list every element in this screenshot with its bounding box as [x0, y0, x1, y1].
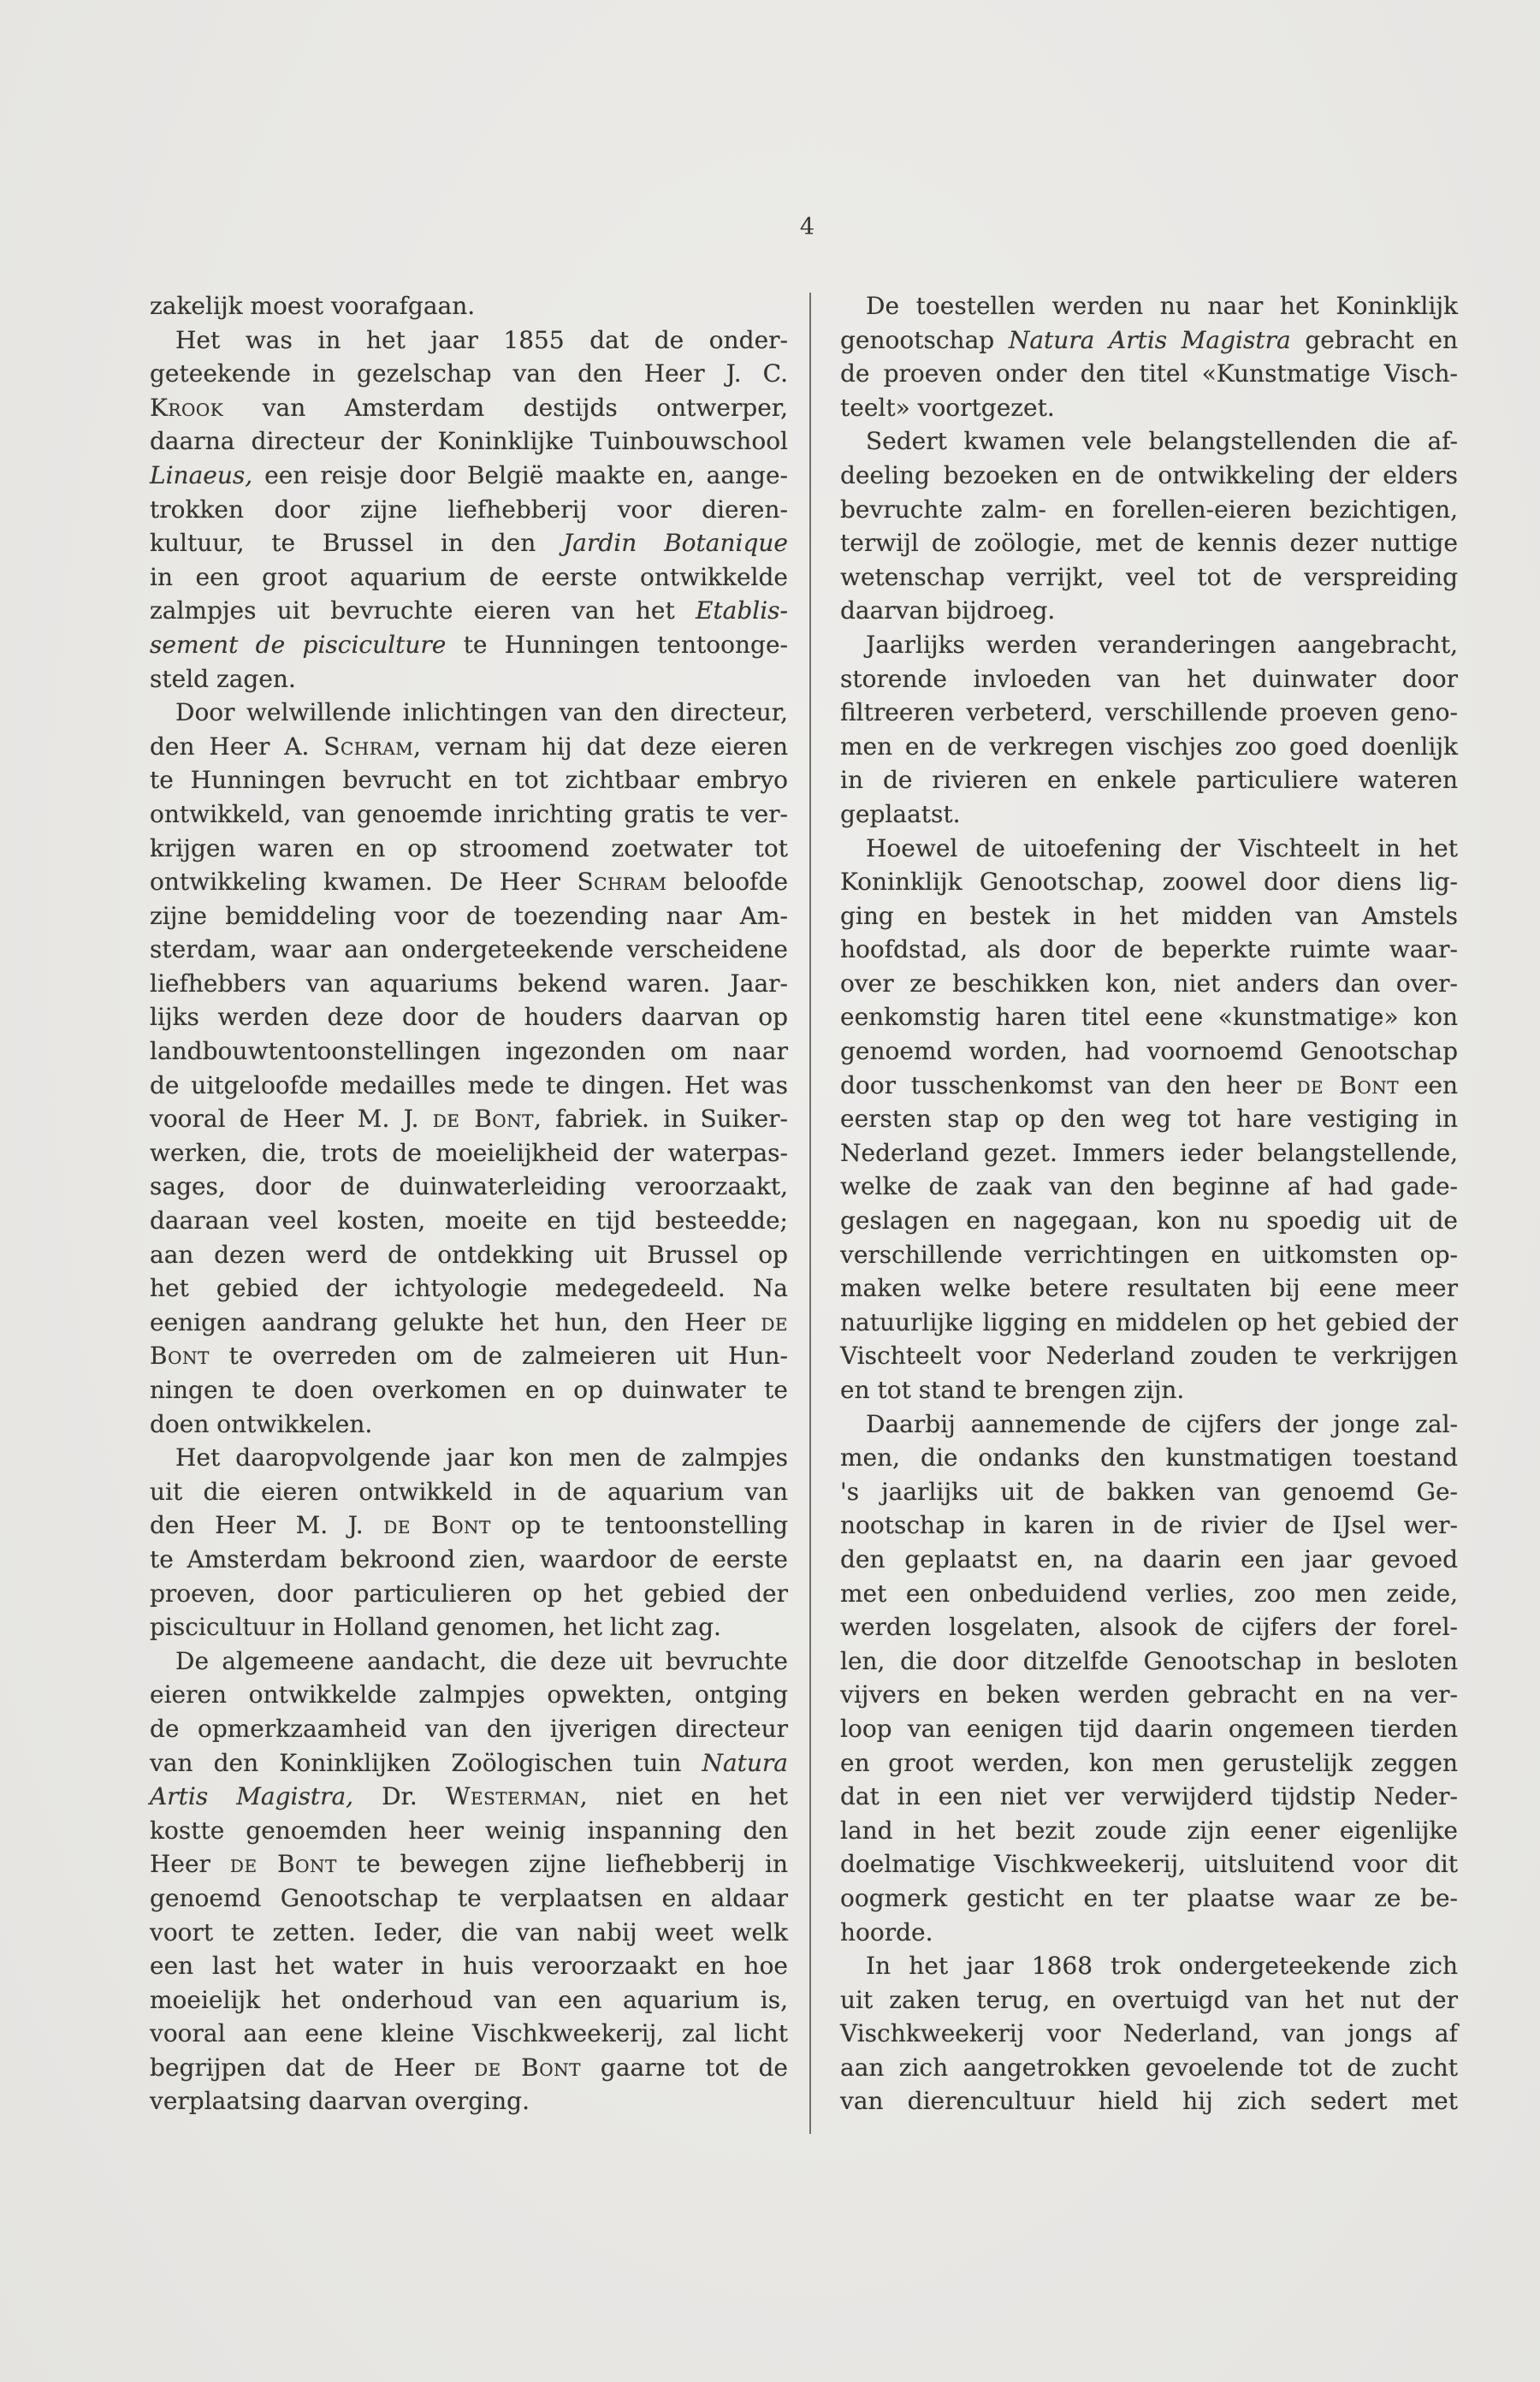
- body-text: te Amsterdam bekroond zien, waardoor de eerste: [150, 1544, 788, 1573]
- body-text: ontwikkeling kwamen. De Heer: [150, 868, 578, 897]
- text-line: [840, 560, 1458, 595]
- smallcaps-name: de Bont: [383, 1511, 491, 1540]
- body-text: , niet en het: [579, 1782, 788, 1811]
- text-line: [150, 1577, 788, 1611]
- text-line: [840, 933, 1458, 967]
- body-text: de proeven onder den titel «Kunstmatige Visch-: [840, 359, 1458, 388]
- text-line: [150, 1238, 788, 1272]
- text-line: [150, 1678, 788, 1712]
- body-text: Het daaropvolgende jaar kon men de zalmpjes: [175, 1443, 788, 1472]
- text-line: [840, 594, 1458, 628]
- body-text: ningen te doen overkomen en op duinwater te: [150, 1376, 788, 1404]
- smallcaps-name: Schram: [323, 732, 414, 761]
- smallcaps-name: de Bont: [229, 1850, 337, 1879]
- text-line: [840, 662, 1458, 696]
- body-text: storende invloeden van het duinwater door: [840, 664, 1458, 693]
- body-text: men en de verkregen vischjes zoo goed doenlijk: [840, 732, 1458, 761]
- text-line: [150, 1373, 788, 1407]
- text-line: [150, 1000, 788, 1034]
- body-text: Het was in het jaar 1855 dat de onder-: [175, 325, 788, 354]
- text-line: [840, 1271, 1458, 1306]
- column-divider: [809, 293, 811, 2134]
- body-text: een reisje door België maakte en, aange-: [252, 460, 788, 489]
- text-line: [840, 493, 1458, 527]
- body-text: land in het bezit zoude zijn eener eigenlijke: [840, 1816, 1458, 1845]
- body-text: aan zich aangetrokken gevoelende tot de zucht: [840, 2053, 1458, 2082]
- body-text: steld zagen.: [150, 664, 296, 693]
- text-line: [150, 357, 788, 391]
- text-line: [150, 1814, 788, 1848]
- body-text: Sedert kwamen vele belangstellenden die af-: [866, 427, 1458, 456]
- body-text: het gebied der ichtyologie medegedeeld. Na: [150, 1274, 788, 1303]
- body-text: vooral de Heer M. J.: [150, 1105, 433, 1134]
- body-text: aan dezen werd de ontdekking uit Brussel op: [150, 1240, 788, 1269]
- body-text: loop van eenigen tijd daarin ongemeen tierden: [840, 1714, 1458, 1743]
- body-text: beloofde: [666, 868, 789, 897]
- body-text: genootschap: [840, 325, 1009, 354]
- text-line: [840, 1034, 1458, 1069]
- text-line: [150, 1508, 788, 1543]
- body-text: De algemeene aandacht, die deze uit bevruchte: [175, 1646, 788, 1675]
- text-line: [150, 797, 788, 832]
- text-line: [840, 832, 1458, 866]
- body-text: dat in een niet ver verwijderd tijdstip Neder-: [840, 1782, 1458, 1811]
- text-line: [840, 2017, 1458, 2051]
- text-line: [840, 797, 1458, 832]
- text-line: [150, 1644, 788, 1679]
- text-line: [840, 1644, 1458, 1679]
- body-text: kostte genoemden heer weinig inspanning den: [150, 1816, 788, 1845]
- body-text: uit die eieren ontwikkeld in de aquarium van: [150, 1477, 788, 1506]
- text-line: [840, 357, 1458, 391]
- body-text: sages, door de duinwaterleiding veroorzaakt,: [150, 1172, 788, 1201]
- text-line: [150, 1204, 788, 1238]
- body-text: te Hunningen bevrucht en tot zichtbaar embryo: [150, 766, 788, 795]
- text-line: [150, 1034, 788, 1069]
- text-line: [840, 763, 1458, 797]
- body-text: door tusschenkomst van den heer: [840, 1070, 1297, 1099]
- text-line: [840, 323, 1458, 358]
- text-line: [150, 730, 788, 764]
- body-text: doelmatige Vischkweekerij, uitsluitend voor dit: [840, 1850, 1458, 1879]
- body-text: van den Koninklijken Zoölogischen tuin: [150, 1748, 702, 1777]
- body-text: trokken door zijne liefhebberij voor dieren-: [150, 495, 788, 524]
- body-text: over ze beschikken kon, niet anders dan over-: [840, 969, 1458, 998]
- smallcaps-name: Bont: [150, 1342, 210, 1371]
- text-line: [150, 2084, 788, 2118]
- text-line: [840, 1881, 1458, 1916]
- text-line: [150, 1475, 788, 1509]
- text-line: [840, 1983, 1458, 2018]
- body-text: Hoewel de uitoefening der Vischteelt in het: [866, 833, 1458, 862]
- body-text: liefhebbers van aquariums bekend waren. Jaar-: [150, 969, 788, 998]
- body-text: van dierencultuur hield hij zich sedert met: [840, 2087, 1458, 2116]
- body-text: Daarbij aannemende de cijfers der jonge zal-: [866, 1409, 1458, 1438]
- body-text: Vischkweekerij voor Nederland, van jongs af: [840, 2019, 1458, 2048]
- body-text: len, die door ditzelfde Genootschap in besloten: [840, 1646, 1458, 1675]
- body-text: van Amsterdam destijds ontwerper,: [223, 393, 788, 422]
- body-text: teelt» voortgezet.: [840, 393, 1055, 422]
- body-text: genoemd Genootschap te verplaatsen en aldaar: [150, 1883, 788, 1912]
- body-text: proeven, door particulieren op het gebied der: [150, 1579, 788, 1608]
- italic-text: Natura: [702, 1748, 788, 1777]
- text-line: [150, 1306, 788, 1340]
- text-line: [840, 1508, 1458, 1543]
- text-line: [840, 730, 1458, 764]
- body-text: doen ontwikkelen.: [150, 1409, 373, 1438]
- body-text: terwijl de zoölogie, met de kennis dezer nuttige: [840, 529, 1458, 558]
- text-line: [150, 1847, 788, 1881]
- text-line: [840, 1373, 1458, 1407]
- text-line: [840, 1000, 1458, 1034]
- body-text: den geplaatst en, na daarin een jaar gevoed: [840, 1544, 1458, 1573]
- body-text: te Hunningen tentoonge-: [446, 630, 788, 659]
- body-text: kultuur, te Brussel in den: [150, 529, 564, 558]
- body-text: begrijpen dat de Heer: [150, 2053, 475, 2082]
- body-text: , vernam hij dat deze eieren: [413, 732, 788, 761]
- body-text: landbouwtentoonstellingen ingezonden om naar: [150, 1037, 788, 1066]
- text-line: [840, 1814, 1458, 1848]
- body-text: maken welke betere resultaten bij eene meer: [840, 1274, 1458, 1303]
- text-line: [150, 1780, 788, 1814]
- body-text: met een onbeduidend verlies, zoo men zeide,: [840, 1579, 1458, 1608]
- text-line: [150, 1069, 788, 1103]
- smallcaps-name: Schram: [577, 868, 667, 897]
- body-text: oogmerk gesticht en ter plaatse waar ze be-: [840, 1883, 1458, 1912]
- text-line: [840, 1238, 1458, 1272]
- text-line: [840, 696, 1458, 730]
- body-text: in de rivieren en enkele particuliere wateren: [840, 766, 1458, 795]
- text-line: [840, 1543, 1458, 1577]
- body-text: eersten stap op den weg tot hare vestiging in: [840, 1105, 1458, 1134]
- text-line: [840, 1577, 1458, 1611]
- text-line: [150, 1441, 788, 1475]
- text-line: [150, 493, 788, 527]
- text-line: [840, 1712, 1458, 1746]
- text-line: [150, 289, 788, 323]
- text-line: [150, 1170, 788, 1204]
- body-text: den Heer A.: [150, 732, 324, 761]
- text-line: [150, 1407, 788, 1442]
- text-line: [840, 1306, 1458, 1340]
- text-line: [150, 560, 788, 595]
- text-line: [840, 289, 1458, 323]
- body-text: daarvan bijdroeg.: [840, 596, 1056, 625]
- text-line: [150, 2017, 788, 2051]
- body-text: in een groot aquarium de eerste ontwikkelde: [150, 562, 788, 591]
- text-line: [840, 1170, 1458, 1204]
- body-text: werden losgelaten, alsook de cijfers der forel-: [840, 1613, 1458, 1642]
- text-line: [150, 594, 788, 628]
- body-text: De toestellen werden nu naar het Koninklijk: [866, 292, 1458, 320]
- smallcaps-name: de Bont: [1296, 1070, 1400, 1099]
- body-text: de uitgeloofde medailles mede te dingen. Het was: [150, 1070, 788, 1099]
- text-line: [840, 899, 1458, 933]
- text-line: [150, 1712, 788, 1746]
- text-line: [840, 1204, 1458, 1238]
- body-text: daaraan veel kosten, moeite en tijd besteedde;: [150, 1206, 788, 1235]
- text-line: [150, 865, 788, 899]
- body-text: daarna directeur der Koninklijke Tuinbouwschool: [150, 427, 788, 456]
- body-text: uit zaken terug, en overtuigd van het nut der: [840, 1985, 1458, 2014]
- body-text: wetenschap verrijkt, veel tot de verspreiding: [840, 562, 1458, 591]
- body-text: natuurlijke ligging en middelen op het gebied der: [840, 1307, 1458, 1336]
- body-text: gaarne tot de: [580, 2053, 788, 2082]
- body-text: Heer: [150, 1850, 230, 1879]
- text-line: [150, 391, 788, 425]
- italic-text: Etablis-: [695, 596, 788, 625]
- body-text: voort te zetten. Ieder, die van nabij weet welk: [150, 1917, 788, 1946]
- text-line: [150, 323, 788, 358]
- text-line: [150, 1610, 788, 1644]
- text-line: [150, 832, 788, 866]
- text-line: [840, 1610, 1458, 1644]
- text-line: [150, 933, 788, 967]
- body-text: eieren ontwikkelde zalmpjes opwekten, ontging: [150, 1680, 788, 1709]
- body-text: vijvers en beken werden gebracht en na ver-: [840, 1680, 1458, 1709]
- body-text: op te tentoonstelling: [490, 1511, 788, 1540]
- body-text: hoorde.: [840, 1917, 933, 1946]
- body-text: zalmpjes uit bevruchte eieren van het: [150, 596, 696, 625]
- body-text: eenkomstig haren titel eene «kunstmatige» kon: [840, 1003, 1458, 1032]
- text-line: [150, 2051, 788, 2085]
- text-line: [840, 2051, 1458, 2085]
- text-line: [840, 1441, 1458, 1475]
- body-text: sterdam, waar aan ondergeteekende verscheidene: [150, 935, 788, 964]
- body-text: eenigen aandrang gelukte het hun, den Heer: [150, 1307, 761, 1336]
- body-text: Jaarlijks werden veranderingen aangebracht,: [866, 630, 1458, 659]
- text-line: [840, 865, 1458, 899]
- text-line: [150, 696, 788, 730]
- body-text: een last het water in huis veroorzaakt en hoe: [150, 1952, 788, 1981]
- text-line: [150, 899, 788, 933]
- body-text: te bewegen zijne liefhebberij in: [336, 1850, 788, 1879]
- body-text: nootschap in karen in de rivier de IJsel wer-: [840, 1511, 1458, 1540]
- body-text: krijgen waren en op stroomend zoetwater tot: [150, 833, 788, 862]
- smallcaps-name: Westerman: [445, 1782, 580, 1811]
- body-text: ontwikkeld, van genoemde inrichting gratis te ver-: [150, 799, 788, 828]
- text-line: [150, 1102, 788, 1136]
- text-line: [150, 1983, 788, 2018]
- body-text: In het jaar 1868 trok ondergeteekende zich: [866, 1952, 1458, 1981]
- text-line: [150, 967, 788, 1001]
- body-text: hoofdstad, als door de beperkte ruimte waar-: [840, 935, 1458, 964]
- body-text: deeling bezoeken en de ontwikkeling der elders: [840, 460, 1458, 489]
- page-number: 4: [799, 214, 816, 240]
- body-text: de opmerkzaamheid van den ijverigen directeur: [150, 1714, 788, 1743]
- body-text: genoemd worden, had voornoemd Genootschap: [840, 1037, 1458, 1066]
- body-text: zakelijk moest voorafgaan.: [150, 292, 476, 320]
- text-line: [150, 1271, 788, 1306]
- text-line: [840, 1102, 1458, 1136]
- body-text: een: [1399, 1070, 1458, 1099]
- smallcaps-name: de Bont: [432, 1105, 535, 1134]
- text-line: [150, 424, 788, 459]
- text-line: [840, 459, 1458, 493]
- body-text: Vischteelt voor Nederland zouden te verkrijgen: [840, 1342, 1458, 1371]
- text-line: [840, 1949, 1458, 1983]
- body-text: den Heer M. J.: [150, 1511, 384, 1540]
- text-line: [150, 1339, 788, 1373]
- text-line: [840, 1746, 1458, 1781]
- body-text: gebracht en: [1290, 325, 1458, 354]
- text-line: [840, 1069, 1458, 1103]
- body-text: Dr.: [353, 1782, 446, 1811]
- body-text: Nederland gezet. Immers ieder belangstellende,: [840, 1138, 1458, 1167]
- body-text: en tot stand te brengen zijn.: [840, 1376, 1185, 1404]
- text-line: [150, 662, 788, 696]
- body-text: te overreden om de zalmeieren uit Hun-: [209, 1342, 788, 1371]
- body-text: piscicultuur in Holland genomen, het licht zag.: [150, 1613, 721, 1642]
- text-line: [150, 628, 788, 662]
- body-text: ging en bestek in het midden van Amstels: [840, 901, 1458, 930]
- body-text: Koninklijk Genootschap, zoowel door diens lig-: [840, 868, 1458, 897]
- body-text: werken, die, trots de moeielijkheid der waterpas-: [150, 1138, 788, 1167]
- body-text: 's jaarlijks uit de bakken van genoemd Ge-: [840, 1477, 1458, 1506]
- text-line: [150, 526, 788, 560]
- body-text: geslagen en nagegaan, kon nu spoedig uit de: [840, 1206, 1458, 1235]
- text-line: [150, 1746, 788, 1781]
- text-line: [840, 1475, 1458, 1509]
- italic-text: Natura Artis Magistra: [1008, 325, 1291, 354]
- text-line: [150, 1881, 788, 1916]
- italic-text: Artis Magistra,: [150, 1782, 354, 1811]
- smallcaps-name: de: [761, 1307, 788, 1336]
- text-line: [150, 1916, 788, 1950]
- text-line: [150, 1543, 788, 1577]
- text-line: [840, 1407, 1458, 1442]
- body-text: geplaatst.: [840, 799, 961, 828]
- text-line: [840, 1847, 1458, 1881]
- body-text: men, die ondanks den kunstmatigen toestand: [840, 1443, 1458, 1472]
- italic-text: Linaeus,: [150, 460, 253, 489]
- text-line: [150, 763, 788, 797]
- left-text-column: [150, 289, 788, 2118]
- italic-text: Jardin Botanique: [563, 529, 788, 558]
- body-text: Door welwillende inlichtingen van den directeur,: [175, 698, 788, 727]
- body-text: welke de zaak van den beginne af had gade-: [840, 1172, 1458, 1201]
- text-line: [840, 424, 1458, 459]
- body-text: geteekende in gezelschap van den Heer J. C.: [150, 359, 788, 388]
- body-text: filtreeren verbeterd, verschillende proeven geno-: [840, 698, 1458, 727]
- body-text: en groot werden, kon men gerustelijk zeggen: [840, 1748, 1458, 1777]
- text-line: [150, 1949, 788, 1983]
- smallcaps-name: Krook: [150, 393, 224, 422]
- text-line: [840, 628, 1458, 662]
- body-text: moeielijk het onderhoud van een aquarium is,: [150, 1985, 788, 2014]
- text-line: [840, 1678, 1458, 1712]
- text-line: [840, 391, 1458, 425]
- text-line: [840, 967, 1458, 1001]
- body-text: bevruchte zalm- en forellen-eieren bezichtigen,: [840, 495, 1458, 524]
- body-text: , fabriek. in Suiker-: [534, 1105, 788, 1134]
- right-text-column: [840, 289, 1458, 2118]
- body-text: vooral aan eene kleine Vischkweekerij, zal licht: [150, 2019, 788, 2048]
- body-text: verplaatsing daarvan overging.: [150, 2087, 530, 2116]
- smallcaps-name: de Bont: [474, 2053, 581, 2082]
- text-line: [840, 2084, 1458, 2118]
- text-line: [840, 1136, 1458, 1170]
- text-line: [840, 1916, 1458, 1950]
- text-line: [840, 526, 1458, 560]
- body-text: lijks werden deze door de houders daarvan op: [150, 1003, 788, 1032]
- text-line: [840, 1780, 1458, 1814]
- text-line: [840, 1339, 1458, 1373]
- body-text: zijne bemiddeling voor de toezending naar Am-: [150, 901, 788, 930]
- text-line: [150, 459, 788, 493]
- text-line: [150, 1136, 788, 1170]
- body-text: verschillende verrichtingen en uitkomsten op-: [840, 1240, 1458, 1269]
- italic-text: sement de pisciculture: [150, 630, 447, 659]
